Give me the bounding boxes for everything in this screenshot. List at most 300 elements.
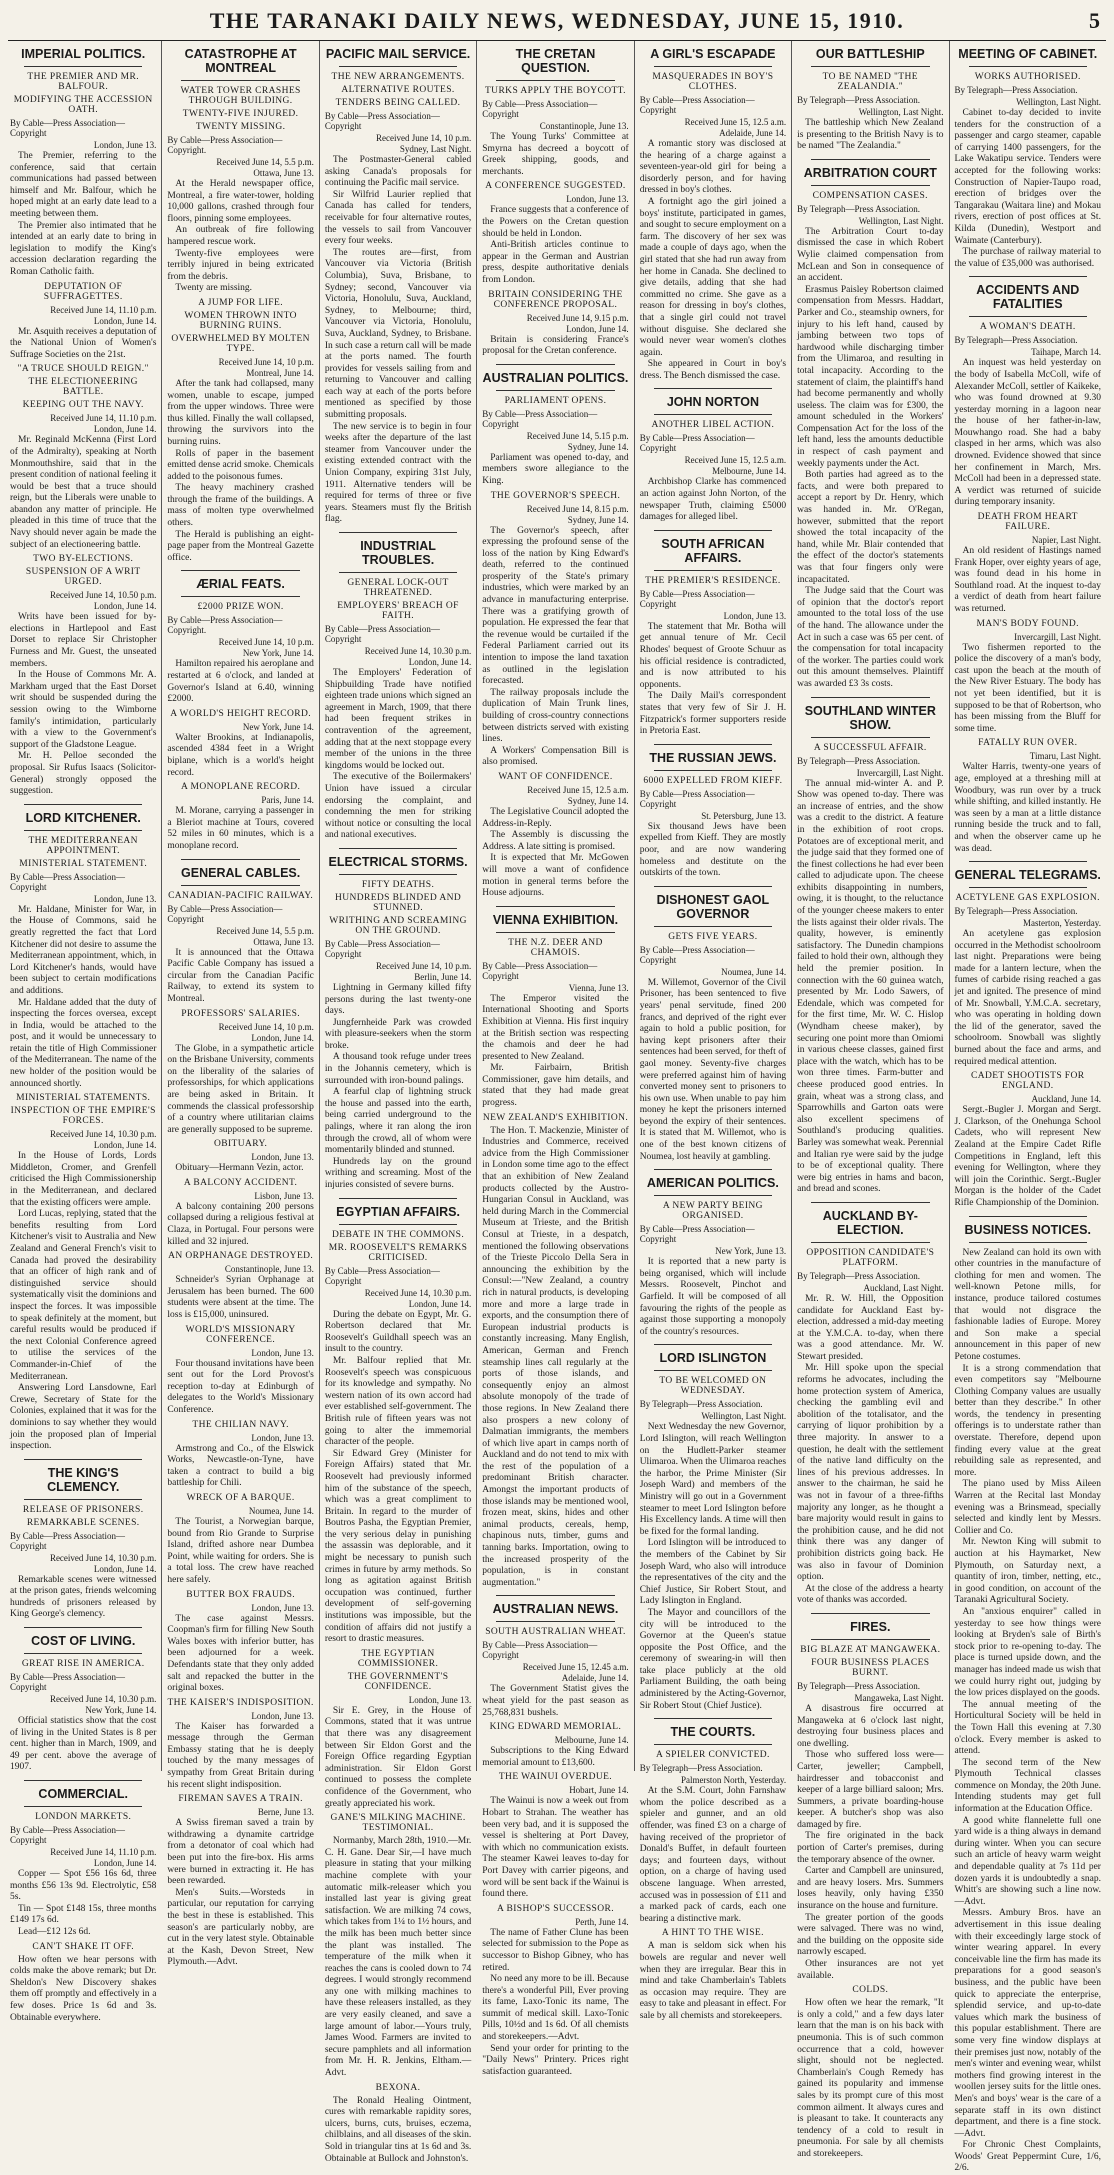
byline: By Cable—Press Association—Copyright bbox=[10, 1672, 125, 1693]
news-column bbox=[949, 41, 1106, 2174]
subheading: TWO BY-ELECTIONS. bbox=[33, 554, 134, 565]
article-divider bbox=[654, 530, 772, 531]
subheading: KEEPING OUT THE NAVY. bbox=[22, 400, 144, 411]
subheading: REMARKABLE SCENES. bbox=[26, 1517, 140, 1528]
dateline: St. Petersburg, June 13. bbox=[701, 810, 787, 821]
subheading: A WORLD'S HEIGHT RECORD. bbox=[170, 708, 312, 719]
article-divider bbox=[654, 886, 772, 887]
byline: By Cable—Press Association—Copyright bbox=[639, 433, 755, 454]
dateline: London, June 14. bbox=[93, 1858, 157, 1869]
paragraph: Mr. Hill spoke upon the special reforms he advocates, including the home protection system of America, checking the gambling evil and abolition of the totalisator, and the carrying of liquor prohibition by a three majority. In answer to a question, he dealt with the settlement of the native land difficulty on the lines of his previous addresses. In answer to the chairman, he said he was not in favour of a three-fifths majority any longer, as he thought a bare majority would result in gains to the prohibition cause, and he did not think there was any danger of prohibition districts going back. He was also in favour of Dominion option. bbox=[797, 1363, 944, 1583]
page-number: 5 bbox=[1089, 8, 1100, 33]
news-column bbox=[161, 41, 318, 1968]
heading-rule bbox=[496, 390, 614, 391]
subheading: FATALLY RUN OVER. bbox=[978, 738, 1078, 749]
dateline: Invercargill, Last Night. bbox=[1014, 631, 1101, 642]
paragraph: How often we hear persons with colds make the above remark; but Dr. Sheldon's New Discovery shakes them off promptly and effectively in a few doses. Price 1s 6d and 3s. Obtainable everywhere. bbox=[10, 1954, 157, 2023]
dateline: London, June 14. bbox=[566, 323, 629, 334]
paragraph: The Premier also intimated that he intended at an early date to bring in legislation to modify the King's accession declaration regarding the Roman Catholic faith. bbox=[10, 220, 157, 277]
paragraph: M. Willemot, Governor of the Civil Prisoner, has been sentenced to five years' penal servitude, fined 200 francs, and deprived of the right ever again to hold a public position, for having kept prisoners after their sentences had been served, for theft of gaol money. Seventy-five charges were preferred against him of having converted money sent to prisoners to his own use. When unable to pay him money he kept the prisoners interned beyond the expiry of their sentences. It is stated that M. Willemot, who is one of the best known citizens of Noumea, lost heavily at gambling. bbox=[639, 977, 787, 1162]
dateline: Wellington, Last Night. bbox=[701, 1411, 787, 1422]
article bbox=[325, 532, 471, 842]
dateline: London, June 14. bbox=[408, 657, 472, 667]
paragraph: Messrs. Ambury Bros. have an advertisement in this issue dealing with their exceedingly large stock of winter wearing apparel. In every conceivable line the firm has made its preparations for a good season's business, and the public have been quick to appreciate the enterprise, splendid service, and up-to-date values which mark the business of this popular establishment. There are some very fine window displays at their premises just now, notably of the men's winter and evening wear, whilst mothers find growing interest in the woollen jersey suits for the little ones. Men's and boys' wear is the care of a separate staff in its own distinct department, and there is a fine stock.—Advt. bbox=[954, 1908, 1101, 2139]
article-heading: ARBITRATION COURT bbox=[803, 165, 937, 180]
paragraph: Sir Wilfrid Laurier replied that Canada has called for tenders, receivable for four alternative routes, the vessels to sail from Vancouver every four weeks. bbox=[324, 189, 472, 247]
dateline: London, June 13. bbox=[251, 1710, 314, 1721]
dateline: Ottawa, June 13. bbox=[253, 936, 314, 947]
paragraph: The heavy machinery crashed through the frame of the buildings. A mass of molten type overwhelmed others. bbox=[167, 483, 314, 529]
subheading: 6000 EXPELLED FROM KIEFF. bbox=[643, 775, 783, 786]
paragraph: Mr. Asquith receives a deputation of the National Union of Women's Suffrage Societies on the 21st. bbox=[10, 326, 157, 360]
paragraph: A fortnight ago the girl joined a boys' institute, participated in games, and sought to secure employment on a farm. The discovery of her sex was made a couple of days ago, when the girl stated that she had run away from her home in Canada. She declined to give details, adding that she had committed no crime. She gave as a reason for dressing in boy's clothes, that a single girl could not travel without disguise. She declared she would never wear women's clothes again. bbox=[639, 196, 787, 358]
paragraph: Writs have been issued for by-elections in Hartlepool and East Dorset to replace Sir Christopher Furness and Mr. Guest, the unseated members. bbox=[10, 612, 157, 669]
dateline: Auckland, Last Night. bbox=[863, 1282, 944, 1293]
article-heading: AUCKLAND BY-ELECTION. bbox=[822, 1208, 918, 1237]
byline: By Cable—Press Association—Copyright bbox=[167, 903, 283, 924]
article bbox=[482, 47, 628, 358]
subheading: LONDON MARKETS. bbox=[35, 1812, 132, 1823]
paragraph: Sir Edward Grey (Minister for Foreign Affairs) stated that Mr. Roosevelt had previously informed him of the substance of the speech, which was a great compliment to Britain. In regard to the murder of Boutros Pasha, the Egyptian Premier, the very serious delay in punishing the assassin was deplorable, and it might be necessary to punish such crimes in future by army methods. So long as agitation against British occupation was continued, further development of self-governing institutions was impossible, but the condition of affairs did not justify a resort to drastic measures. bbox=[324, 1448, 472, 1645]
dateline: New York, June 14. bbox=[242, 721, 314, 732]
paragraph: The executive of the Boilermakers' Union have issued a circular endorsing the complaint, and condemning the men for striking without notice or consulting the local and national executives. bbox=[324, 772, 472, 841]
paragraph: It is a strong commendation that even competitors say "Melbourne Clothing Company values are usually better than they describe." In other words, the tendency in presenting offerings is to understate rather than overstate. Therefore, depend upon finding every value at the great rebuilding sale as represented, and more. bbox=[954, 1363, 1101, 1478]
paragraph: An "anxious enquirer" called in yesterday to see how things were looking at Bryden's sale of Birth's stock prior to re-opening to-day. The place is turned upside down, and the manager has indeed made us wish that we could hurry right out, judging by the low prices displayed on the goods. bbox=[954, 1606, 1101, 1699]
heading-rule bbox=[654, 570, 772, 571]
subheading: THE CHILIAN NAVY. bbox=[192, 1419, 289, 1430]
heading-rule bbox=[496, 80, 614, 81]
paragraph: Sergt.-Bugler J. Morgan and Sergt. J. Clarkson, of the Onehunga School Cadets, who will represent New Zealand at the Empire Cadet Rifle Competitions in England, left this evening for Wellington, where they will join the Corinthic. Sergt.-Bugler Morgan is the holder of the Cadet Rifle Championship of the Dominion. bbox=[954, 1105, 1101, 1208]
article-heading: SOUTH AFRICAN AFFAIRS. bbox=[661, 536, 765, 565]
paragraph: In the House of Lords, Lords Middleton, Cromer, and Grenfell criticised the High Commissionership in the Mediterranean, and declared that the existing officers were ample. bbox=[10, 1151, 157, 1208]
paragraph: Subscriptions to the King Edward memorial amount to £13,600. bbox=[482, 1746, 629, 1768]
paragraph: Mr. Reginald McKenna (First Lord of the Admiralty), speaking at North Monmouthshire, said that in the present condition of national feeling it would be best that a truce should reign, but the Liberals were unable to abandon any matter of principle. He pleaded in this time of truce that the Navy should never again be made the subject of an electioneering battle. bbox=[10, 435, 157, 550]
subheading: THE EGYPTIAN COMMISSIONER. bbox=[357, 1648, 439, 1669]
paragraph: The Judge said that the Court was of opinion that the doctor's report amounted to the total loss of the use of the hand. The allowance under the Act in such a case was 65 per cent. of the compensation for total incapacity of the worker. The parties could work out this amount themselves. Plaintiff was awarded £3 3s costs. bbox=[797, 586, 944, 689]
article bbox=[10, 47, 156, 798]
paragraph: Carter and Campbell are uninsured, and are heavy losers. Mrs. Summers loses heavily, only having £350 insurance on the house and furniture. bbox=[797, 1866, 944, 1912]
paragraph: A romantic story was disclosed at the hearing of a charge against a seventeen-year-old girl for being a disorderly person, and for having dressed in boy's clothes. bbox=[639, 139, 787, 196]
paragraph: A thousand took refuge under trees in the Johannis cemetery, which is surrounded with iron-bound palings. bbox=[324, 1052, 472, 1086]
byline: By Telegraph—Press Association. bbox=[639, 1763, 763, 1774]
paragraph: The greater portion of the goods were salvaged. There was no wind, and the building on the opposite side narrowly escaped. bbox=[797, 1912, 944, 1958]
subheading: PARLIAMENT OPENS. bbox=[504, 395, 607, 406]
dateline: London, June 13. bbox=[566, 194, 629, 205]
subheading: A WOMAN'S DEATH. bbox=[979, 322, 1076, 333]
paragraph: Normanby, March 28th, 1910.—Mr. C. H. Gane. Dear Sir,—I have much pleasure in stating that your milking machine complete with your automatic milk-releaser which you installed last year is giving great satisfaction. We are milking 74 cows, which takes from 1¼ to 1½ hours, and the milk has been much better since the plant was installed. The temperature of the milk when it reaches the cans is cooled down to 74 degrees. I would strongly recommend any one with milking machines to have these releasers installed, as they are very easily cleaned, and save a large amount of labor.—Yours truly, James Wood. Farmers are invited to secure pamphlets and all information from Mr. H. R. Jenkins, Eltham.—Advt. bbox=[324, 1836, 472, 2079]
heading-rule bbox=[654, 1370, 772, 1371]
heading-rule bbox=[654, 770, 772, 771]
subheading: THE GOVERNOR'S SPEECH. bbox=[490, 490, 621, 501]
dateline: Sydney, June 14. bbox=[567, 441, 629, 452]
dateline: Received June 14, 11.10 p.m. bbox=[50, 413, 157, 424]
paragraph: Two fishermen reported to the police the discovery of a man's body, cast upon the beach at the mouth of the New River Estuary. The body has not yet been identified, but it is supposed to be that of Robertson, who has been missing from the Bluff for some time. bbox=[954, 642, 1101, 734]
article-divider bbox=[24, 804, 142, 805]
dateline: London, June 13. bbox=[723, 610, 787, 621]
dateline: Received June 14, 5.5 p.m. bbox=[216, 925, 314, 936]
byline: By Cable—Press Association—Copyright bbox=[482, 1640, 598, 1661]
subheading: MR. ROOSEVELT'S REMARKS CRITICISED. bbox=[328, 1242, 468, 1263]
dateline: London, June 14. bbox=[93, 1563, 157, 1574]
byline: By Telegraph—Press Association. bbox=[797, 203, 921, 214]
paragraph: Twenty are missing. bbox=[175, 283, 253, 294]
heading-rule bbox=[654, 414, 772, 415]
subheading: A JUMP FOR LIFE. bbox=[198, 297, 283, 308]
dateline: Noumea, June 14. bbox=[248, 1505, 314, 1516]
heading-rule bbox=[969, 316, 1087, 317]
dateline: London, June 14. bbox=[408, 1298, 472, 1309]
paragraph: Four thousand invitations have been sent out for the Lord Provost's reception to-day at Edinburgh of delegates to the World's Missionary Conference. bbox=[167, 1358, 314, 1415]
subheading: MODIFYING THE ACCESSION OATH. bbox=[13, 95, 153, 115]
article bbox=[640, 1169, 786, 1338]
byline: By Cable—Press Association—Copyright bbox=[324, 624, 440, 644]
paragraph: A Workers' Compensation Bill is also promised. bbox=[482, 745, 629, 768]
dateline: Received June 15, 12.5 a.m. bbox=[527, 784, 629, 795]
paragraph: The Employers' Federation of Shipbuilding Trade have notified eighteen trade unions which signed an agreement in March, 1909, that there had been frequent strikes in contravention of the agreement, adding that at the next stoppage every member of the unions in the three kingdoms would be locked out. bbox=[324, 668, 472, 771]
subheading: AN ORPHANAGE DESTROYED. bbox=[168, 1251, 314, 1262]
article-divider bbox=[654, 1344, 772, 1345]
dateline: Paris, June 14. bbox=[261, 795, 314, 806]
article-heading: A GIRL'S ESCAPADE bbox=[650, 47, 776, 61]
heading-rule bbox=[181, 885, 299, 886]
dateline: Noumea, June 14. bbox=[721, 966, 787, 977]
paragraph: An acetylene gas explosion occurred in the Methodist schoolroom last night. Preparations were being made for a lantern lecture, when the fumes of carbide rising reached a gas jet and ignited. The presence of mind of Mr. Snowball, Y.M.C.A. secretary, who was operating in holding down the lid of the generator, saved the schoolroom. Snowball was slightly burned about the face and arms, and required medical attention. bbox=[954, 929, 1101, 1067]
subheading: THE PREMIER'S RESIDENCE. bbox=[645, 575, 781, 586]
byline: By Cable—Press Association—Copyright bbox=[482, 408, 598, 429]
subheading: WANT OF CONFIDENCE. bbox=[498, 771, 613, 782]
article-divider bbox=[969, 861, 1087, 862]
subheading: WRITHING AND SCREAMING ON THE GROUND. bbox=[329, 915, 467, 936]
paragraph: Send your order for printing to the "Daily News" Printery. Prices right satisfaction guaranteed. bbox=[482, 2043, 629, 2077]
heading-rule bbox=[24, 1499, 142, 1500]
heading-rule bbox=[24, 830, 142, 831]
article-heading: PACIFIC MAIL SERVICE. bbox=[325, 47, 471, 61]
dateline: Received June 14, 10.30 p.m. bbox=[364, 646, 472, 656]
byline: By Cable—Press Association—Copyright bbox=[10, 1825, 125, 1846]
subheading: A NEW PARTY BEING ORGANISED. bbox=[662, 1201, 763, 1222]
dateline: Berlin, June 14. bbox=[414, 971, 472, 982]
subheading: TO BE NAMED "THE ZEALANDIA." bbox=[822, 72, 918, 92]
paragraph: After the tank had collapsed, many women, unable to escape, jumped from the upper windows. Three were thus killed. Finally the wall collapsed, throwing the survivors into the burning ruins. bbox=[167, 378, 314, 447]
paragraph: In the House of Commons Mr. A. Markham urged that the East Dorset writ should be suspended during the session owing to the Wimborne family's intimidation, particularly with a view to the Government's support of the Gladstone League. bbox=[10, 670, 157, 750]
subheading: TWENTY-FIVE INJURED. bbox=[182, 109, 299, 119]
dateline: London, June 14. bbox=[93, 315, 157, 326]
article-heading: IMPERIAL POLITICS. bbox=[21, 47, 146, 61]
paragraph: It is reported that a new party is being organised, which will include Messrs. Roosevelt, Pinchot and Garfield. It will be composed of all favouring the rights of the people as against those supporting a monopoly of the country's resources. bbox=[639, 1257, 787, 1337]
article-heading: THE KING'S CLEMENCY. bbox=[47, 1465, 120, 1494]
article-divider bbox=[969, 276, 1087, 277]
paragraph: Mr. Newton King will submit to auction at his Haymarket, New Plymouth, on Saturday next, a quantity of iron, timber, netting, etc., in good condition, on account of the Taranaki Agricultural Society. bbox=[954, 1537, 1101, 1606]
paragraph: The piano used by Miss Aileen Warren at the Recital last Monday evening was a Brinsmead, specially selected and kindly lent by Messrs. Collier and Co. bbox=[954, 1479, 1101, 1536]
article bbox=[325, 1198, 471, 2166]
paragraph: Armstrong and Co., of the Elswick Works, Newcastle-on-Tyne, have taken a contract to build a big battleship for Chili. bbox=[167, 1443, 314, 1489]
heading-rule bbox=[496, 1621, 614, 1622]
dateline: Received June 14, 10.30 p.m. bbox=[49, 1552, 157, 1563]
article bbox=[955, 1216, 1101, 2175]
subheading: OVERWHELMED BY MOLTEN TYPE. bbox=[171, 333, 310, 354]
byline: By Telegraph—Press Association. bbox=[797, 755, 921, 766]
article bbox=[797, 47, 943, 153]
article-heading: CATASTROPHE AT MONTREAL bbox=[184, 47, 297, 75]
paragraph: The Kaiser has forwarded a message through the German Embassy stating that he is deeply touched by the many messages of sympathy from Great Britain during his recent slight indisposition. bbox=[167, 1721, 314, 1790]
paragraph: The Arbitration Court to-day dismissed the case in which Robert Wylie claimed compensation from McLean and Son in consequence of an accident. bbox=[797, 226, 944, 284]
paragraph: Schneider's Syrian Orphanage at Jerusalem has been burned. The 600 students were absent at the time. The loss is £15,000, uninsured. bbox=[167, 1275, 314, 1321]
paragraph: Lord Islington will be introduced to the members of the Cabinet by Sir Joseph Ward, who also will introduce the representatives of the city and the Chief Justice, Sir Robert Stout, and Lady Islington in England. bbox=[639, 1538, 787, 1607]
dateline: New York, June 13. bbox=[715, 1246, 787, 1257]
article-heading: AUSTRALIAN NEWS. bbox=[492, 1602, 619, 1617]
article-heading: ÆRIAL FEATS. bbox=[196, 577, 285, 592]
paragraph: Official statistics show that the cost of living in the United States is 8 per cent. higher than in March, 1909, and 49 per cent. above the average of 1907. bbox=[10, 1716, 157, 1773]
subheading: DEBATE IN THE COMMONS. bbox=[331, 1229, 465, 1240]
paragraph: Men's Suits.—Worsteds in particular, our reputation for carrying the best in these is established. This season's are particularly nobby, are cut in the very latest style. Obtainable at the Kash, Devon Street, New Plymouth.—Advt. bbox=[167, 1887, 314, 1968]
news-column bbox=[8, 41, 161, 2023]
dateline: London, June 14. bbox=[93, 424, 157, 435]
article-heading: EGYPTIAN AFFAIRS. bbox=[336, 1204, 460, 1219]
dateline: Vienna, June 13. bbox=[568, 982, 629, 993]
byline: By Cable—Press Association—Copyright bbox=[639, 1224, 755, 1245]
article-heading: COMMERCIAL. bbox=[38, 1787, 128, 1802]
article-divider bbox=[181, 859, 299, 860]
article-divider bbox=[811, 1202, 929, 1203]
paragraph: Mr. Fairbairn, British Commissioner, gave him details, and stated that they had made great progress. bbox=[482, 1063, 629, 1109]
subheading: ALTERNATIVE ROUTES. bbox=[341, 85, 455, 95]
subheading: FIREMAN SAVES A TRAIN. bbox=[178, 1794, 303, 1805]
subheading: MINISTERIAL STATEMENT. bbox=[19, 858, 148, 869]
heading-rule bbox=[496, 932, 614, 933]
article bbox=[640, 388, 786, 523]
news-column bbox=[319, 41, 476, 2164]
article-heading: AMERICAN POLITICS. bbox=[646, 1176, 779, 1191]
subheading: TO BE WELCOMED ON WEDNESDAY. bbox=[659, 1376, 767, 1397]
article-heading: SOUTHLAND WINTER SHOW. bbox=[804, 703, 936, 732]
subheading: DEATH FROM HEART FAILURE. bbox=[977, 512, 1078, 533]
byline: By Telegraph—Press Association. bbox=[639, 1399, 763, 1410]
paragraph: The Ronald Healing Ointment, cures with remarkable rapidity sores, ulcers, burns, cuts, bruises, eczema, chilblains, and all diseases of the skin. Sold in triangular tins at 1s 6d and 3s. Obtainable at Bullock and Johnston's. bbox=[324, 2095, 472, 2164]
subheading: GANE'S MILKING MACHINE. TESTIMONIAL. bbox=[330, 1813, 466, 1834]
article bbox=[797, 1613, 943, 2161]
paragraph: A fearful clap of lightning struck the house and passed into the earth, being carried underground to the palings, where it ran along the iron through the crowd, all of whom were momentarily blinded and stunned. bbox=[324, 1087, 472, 1156]
paragraph: Archbishop Clarke has commenced an action against John Norton, of the newspaper Truth, claiming £5000 damages for alleged libel. bbox=[639, 477, 787, 523]
dateline: Received June 14, 10 p.m. bbox=[376, 133, 472, 143]
paragraph: The Premier, referring to the conference, said that certain communications had passed between himself and Mr. Balfour, which he hoped might at an early date lead to a meeting between them. bbox=[10, 151, 157, 219]
subheading: PROFESSORS' SALARIES. bbox=[181, 1008, 301, 1019]
paragraph: It is expected that Mr. McGowen will move a want of confidence motion in general terms before the House adjourns. bbox=[482, 853, 629, 899]
byline: By Cable—Press Association—Copyright bbox=[10, 871, 125, 892]
dateline: Sydney, June 14. bbox=[567, 795, 629, 806]
dateline: Received June 14, 10 p.m. bbox=[218, 637, 314, 648]
article bbox=[167, 47, 313, 564]
subheading: CADET SHOOTISTS FOR ENGLAND. bbox=[970, 1071, 1085, 1092]
article bbox=[797, 159, 943, 691]
article-heading: DISHONEST GAOL GOVERNOR bbox=[656, 892, 770, 921]
article-divider bbox=[339, 848, 457, 849]
paragraph: Mr. Balfour replied that Mr. Roosevelt's speech was conspicuous for its knowledge and sympathy. No western nation of its own accord had ever established self-government. The British rule of fifteen years was not going to alter the immemorial character of the people. bbox=[324, 1355, 472, 1448]
paragraph: Lightning in Germany killed fifty persons during the last twenty-one days. bbox=[324, 982, 472, 1017]
subheading: EMPLOYERS' BREACH OF FAITH. bbox=[337, 601, 459, 621]
article bbox=[10, 1780, 156, 2024]
subheading: BIG BLAZE AT MANGAWEKA. bbox=[800, 1644, 941, 1655]
subheading: GREAT RISE IN AMERICA. bbox=[21, 1659, 145, 1670]
dateline: Sydney, June 14. bbox=[567, 514, 629, 525]
paragraph: At the S.M. Court, John Farnshaw whom the police described as a spieler and gunner, and an old offender, was fined £3 on a charge of having received of the proprietor of Donald's Buffet, in default fourteen days; and fourteen days, without option, on a charge of having used obscene language. When arrested, accused was in possession of £11 and a marked pack of cards, each one bearing a distinctive mark. bbox=[639, 1786, 787, 1924]
article-heading: THE CRETAN QUESTION. bbox=[515, 47, 596, 75]
article bbox=[640, 530, 786, 738]
paragraph: Sir E. Grey, in the House of Commons, stated that it was untrue that there was any disagreement between Sir Eldon Gorst and the Foreign Office regarding Egyptian administration. Sir Eldon Gorst continued to possess the complete confidence of the Government, who greatly appreciated his work. bbox=[324, 1705, 472, 1809]
subheading: A CONFERENCE SUGGESTED. bbox=[485, 181, 626, 192]
dateline: Sydney, Last Night. bbox=[399, 144, 472, 154]
subheading: NEW ZEALAND'S EXHIBITION. bbox=[482, 1112, 629, 1123]
dateline: Wellington, Last Night. bbox=[858, 215, 944, 226]
heading-rule bbox=[654, 926, 772, 927]
subheading: A BALCONY ACCIDENT. bbox=[183, 1177, 298, 1188]
subheading: OBITUARY. bbox=[213, 1139, 268, 1150]
paragraph: The name of Father Clune has been selected for submission to the Pope as successor to Bishop Gibney, who has retired. bbox=[482, 1927, 629, 1973]
heading-rule bbox=[811, 1242, 929, 1243]
paragraph: The Wainui is now a week out from Hobart to Strahan. The weather has been very bad, and it is supposed the vessel is sheltering at Port Davey, with which no communication exists. The steamer Kawei leaves to-day for Port Davey with carrier pigeons, and word will be sent back if the Wainui is found there. bbox=[482, 1796, 629, 1900]
article-heading: FIRES. bbox=[850, 1619, 891, 1634]
paragraph: Remarkable scenes were witnessed at the prison gates, friends welcoming hundreds of prisoners released by King George's clemency. bbox=[10, 1574, 157, 1620]
subheading: £2000 PRIZE WON. bbox=[197, 602, 284, 613]
subheading: FOUR BUSINESS PLACES BURNT. bbox=[811, 1657, 930, 1678]
paragraph: Mr. H. Pelloe seconded the proposal. Sir Rufus Isaacs (Solicitor-General) strongly opposed the suggestion. bbox=[10, 751, 157, 797]
article bbox=[10, 804, 156, 1453]
dateline: Received June 14, 8.15 p.m. bbox=[526, 503, 629, 514]
byline: By Telegraph—Press Association. bbox=[954, 85, 1078, 95]
paragraph: The Daily Mail's correspondent states that very few of Sir J. H. Fitzpatrick's former supporters reside in Pretoria East. bbox=[639, 691, 787, 737]
subheading: A BISHOP'S SUCCESSOR. bbox=[496, 1903, 614, 1914]
heading-rule bbox=[339, 66, 457, 67]
article-heading: INDUSTRIAL TROUBLES. bbox=[360, 539, 436, 567]
paragraph: A good white flannelette full one yard wide is a thing always in demand during winter. When you can secure such an article of heavy warm weight and dependable quality at 7s 11d per dozen yards it is undoubtedly a snap. Whitt's are showing such a line now.—Advt. bbox=[954, 1815, 1101, 1907]
paragraph: The second term of the New Plymouth Technical classes commence on Monday, the 20th June. Intending students may get full information at the Education Office. bbox=[954, 1757, 1101, 1815]
news-column bbox=[476, 41, 633, 2077]
paragraph: Rolls of paper in the basement emitted dense acrid smoke. Chemicals added to the poisonous fumes. bbox=[167, 448, 314, 482]
dateline: Montreal, June 14. bbox=[246, 367, 314, 378]
byline: By Cable—Press Association—Copyright bbox=[639, 95, 755, 115]
heading-rule bbox=[24, 1806, 142, 1807]
paragraph: Obituary—Hermann Vezin, actor. bbox=[175, 1163, 304, 1174]
dateline: London, June 13. bbox=[251, 1602, 314, 1613]
article bbox=[167, 570, 313, 852]
paragraph: For Chronic Chest Complaints, Woods' Great Peppermint Cure, 1/6, 2/6. bbox=[954, 2140, 1101, 2174]
article-heading: GENERAL CABLES. bbox=[181, 865, 301, 880]
dateline: Auckland, June 14. bbox=[1031, 1094, 1101, 1105]
dateline: Lisbon, June 13. bbox=[254, 1190, 314, 1201]
heading-rule bbox=[181, 596, 299, 597]
article bbox=[325, 47, 471, 526]
article bbox=[10, 1627, 156, 1774]
article-divider bbox=[811, 1613, 929, 1614]
dateline: Adelaide, June 14. bbox=[719, 128, 787, 138]
masthead-title: THE TARANAKI DAILY NEWS, WEDNESDAY, JUNE 15, 1910. bbox=[209, 8, 905, 33]
article bbox=[325, 848, 471, 1192]
dateline: Mangaweka, Last Night. bbox=[854, 1692, 944, 1703]
dateline: Received June 14, 10.30 p.m. bbox=[49, 1694, 157, 1705]
dateline: Palmerston North, Yesterday. bbox=[680, 1775, 787, 1786]
paragraph: Twenty-five employees were terribly injured in being extricated from the debris. bbox=[167, 248, 314, 282]
dateline: Received June 15, 12.5 a.m. bbox=[684, 455, 787, 466]
dateline: London, June 14. bbox=[251, 1032, 314, 1043]
paragraph: An outbreak of fire following hampered rescue work. bbox=[167, 225, 314, 247]
byline: By Cable—Press Association—Copyright bbox=[10, 1530, 125, 1551]
paragraph: Anti-British articles continue to appear in the German and Austrian press, despite authoritative denials from London. bbox=[482, 240, 629, 285]
byline: By Telegraph—Press Association. bbox=[797, 95, 921, 105]
article bbox=[167, 859, 313, 1969]
dateline: London, June 14. bbox=[93, 1140, 157, 1151]
article-heading: GENERAL TELEGRAMS. bbox=[954, 868, 1101, 883]
heading-rule bbox=[654, 66, 772, 67]
article bbox=[640, 1718, 786, 2022]
subheading: ANOTHER LIBEL ACTION. bbox=[651, 420, 775, 431]
dateline: Constantinople, June 13. bbox=[224, 1264, 314, 1275]
subheading: COMPENSATION CASES. bbox=[812, 190, 928, 201]
column-grid bbox=[8, 41, 1106, 2174]
dateline: Napier, Last Night. bbox=[1031, 535, 1101, 546]
paragraph: Walter Brookins, at Indianapolis, ascended 4384 feet in a Wright biplane, which is a world's height record. bbox=[167, 732, 314, 778]
article-divider bbox=[181, 570, 299, 571]
paragraph: Six thousand Jews have been expelled from Kieff. They are mostly poor, and are now wandering homeless and destitute on the outskirts of the town. bbox=[639, 821, 787, 879]
heading-rule bbox=[339, 572, 457, 573]
article bbox=[482, 1595, 628, 2078]
paragraph: During the debate on Egypt, Mr. G. Robertson declared that Mr. Roosevelt's Guildhall speech was an insult to the country. bbox=[324, 1309, 472, 1355]
subheading: MINISTERIAL STATEMENTS. bbox=[16, 1093, 151, 1104]
byline: By Cable—Press Association—Copyright. bbox=[167, 135, 283, 155]
paragraph: The annual meeting of the Horticultural Society will be held in the Town Hall this evening at 7.30 o'clock. Every member is asked to attend. bbox=[954, 1699, 1101, 1757]
dateline: London, June 14. bbox=[93, 601, 157, 612]
paragraph: M. Morane, carrying a passenger in a Bleriot machine at Tours, covered 52 miles in 60 minutes, which is a monoplane record. bbox=[167, 806, 314, 851]
subheading: KING EDWARD MEMORIAL. bbox=[489, 1722, 622, 1733]
article-heading: LORD ISLINGTON bbox=[659, 1351, 767, 1366]
article-heading: ELECTRICAL STORMS. bbox=[328, 854, 468, 869]
paragraph: At the Herald newspaper office, Montreal, a fire water-tower, holding 10,000 gallons, crashed through four floors, pinning some employees. bbox=[167, 179, 314, 224]
dateline: Berne, June 13. bbox=[257, 1807, 314, 1818]
paragraph: The new service is to begin in four weeks after the departure of the last steamer from Vancouver under the existing extended contract with the Union Company, expiring 31st July, 1911. Alternative tenders will be required for terms of three or five years. Steamers must fly the British flag. bbox=[324, 421, 472, 525]
dateline: New York, June 14. bbox=[85, 1705, 157, 1716]
article-heading: VIENNA EXHIBITION. bbox=[492, 912, 619, 927]
article-divider bbox=[654, 744, 772, 745]
byline: By Cable—Press Association—Copyright bbox=[639, 944, 755, 965]
subheading: THE WAINUI OVERDUE. bbox=[498, 1772, 613, 1783]
subheading: THE ELECTIONEERING BATTLE. bbox=[28, 377, 138, 398]
heading-rule bbox=[969, 66, 1087, 67]
subheading: GETS FIVE YEARS. bbox=[668, 931, 758, 942]
article-divider bbox=[24, 1627, 142, 1628]
masthead bbox=[8, 6, 1106, 41]
article-heading: THE RUSSIAN JEWS. bbox=[649, 750, 777, 765]
paragraph: The Postmaster-General cabled asking Canada's proposals for continuing the Pacific mail service. bbox=[324, 155, 472, 189]
paragraph: Copper — Spot £56 16s 6d, three months £56 13s 9d. Electrolytic, £58 5s. bbox=[10, 1869, 157, 1903]
paragraph: An old resident of Hastings named Frank Hoper, over eighty years of age, was found dead in his home in Southland road. At the inquest to-day a verdict of death from heart failure was returned. bbox=[954, 546, 1101, 614]
subheading: RELEASE OF PRISONERS. bbox=[22, 1504, 144, 1515]
article-divider bbox=[496, 1595, 614, 1596]
paragraph: Lord Lucas, replying, stated that the benefits resulting from Lord Kitchener's visit to Australia and New Zealand and General French's visit to Canada had proved the desirability that an officer of high rank and of distinguished service should systematically visit the dominions and inspect the forces. It was impossible to speak definitely at the moment, but careful results would be produced if the next Colonial Conference agreed to utilise the services of the Commander-in-Chief of the Mediterranean. bbox=[10, 1209, 157, 1382]
subheading: THE KAISER'S INDISPOSITION. bbox=[167, 1697, 314, 1708]
paragraph: The Governor's speech, after expressing the profound sense of the loss of the nation by King Edward's death, referred to the continued prosperity of the State's primary industries, which were marked by an advance in manufacturing enterprise. There was a gratifying growth of population. He expressed the fear that the revenue would be curtailed if the Federal Parliament carried out its intention to impose the land taxation as outlined in the legislation forecasted. bbox=[482, 525, 629, 687]
subheading: OPPOSITION CANDIDATE'S PLATFORM. bbox=[806, 1247, 935, 1268]
dateline: Melbourne, June 14. bbox=[554, 1735, 629, 1746]
paragraph: Mr. Haldane, Minister for War, in the House of Commons, said he greatly regretted the fact that Lord Kitchener did not desire to assume the Mediterranean appointment, which, in Lord Kitchener's hands, would have been subject to certain modifications and additions. bbox=[10, 904, 157, 996]
heading-rule bbox=[811, 185, 929, 186]
article bbox=[955, 861, 1101, 1209]
article-heading: LORD KITCHENER. bbox=[25, 810, 141, 825]
paragraph: The Young Turks' Committee at Smyrna has decreed a boycott of Greek shipping, goods, and merchants. bbox=[482, 132, 629, 177]
subheading: ACETYLENE GAS EXPLOSION. bbox=[955, 893, 1100, 904]
heading-rule bbox=[339, 1224, 457, 1225]
paragraph: The railway proposals include the duplication of Main Trunk lines, building of cross-country connections between districts served with existing lines. bbox=[482, 687, 629, 745]
subheading: TWENTY MISSING. bbox=[195, 122, 286, 132]
news-column bbox=[791, 41, 948, 2159]
subheading: FIFTY DEATHS. bbox=[361, 879, 435, 890]
